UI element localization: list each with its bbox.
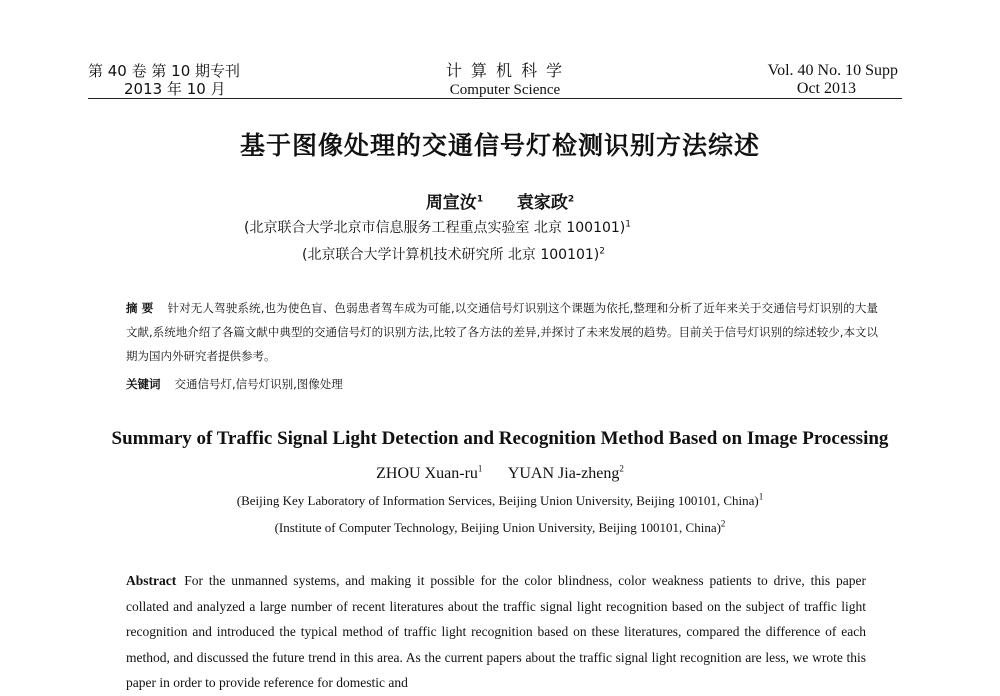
author-2-cn-sup: 2	[567, 194, 575, 205]
abstract-cn-label: 摘 要	[126, 301, 154, 315]
paper-title-cn: 基于图像处理的交通信号灯检测识别方法综述	[239, 131, 760, 160]
affiliation-2-en	[0, 520, 1000, 536]
author-2-en: YUAN Jia-zheng	[507, 465, 620, 482]
abstract-cn-text: 针对无人驾驶系统,也为使色盲、色弱患者驾车成为可能,以交通信号灯识别这个课题为依托,整理和分析了近年来关于交通信号灯识别的大量文献,系统地介绍了各篇文献中典型的交通信号灯的识别方法,比较了各方法的差异,并探讨了未来发展的趋势。目前关于信号灯识别的综述较少,本文以期为国内外研究者提供参考。	[126, 301, 878, 363]
affiliation-1-cn-sup: 1	[625, 219, 632, 230]
journal-date-cn: 2013 年 10 月	[124, 80, 226, 98]
abstract-en-text: For the unmanned systems, and making it possible for the color blindness, color weakness patients to drive, this paper collated and analyzed a large number of recent literatures about the traffic signal light recognition based on the subject of traffic light recognition and introduced the typical method of traffic light recognition based on these literatures, compared the difference of each method, and discussed the future trend in this area. As the current papers about the traffic signal light recognition are less, we wrote this paper in order to provide reference for domestic and	[126, 573, 866, 690]
journal-name-cn: 计 算 机 科 学	[445, 61, 565, 80]
abstract-en	[126, 568, 866, 696]
affiliation-1-cn-text: (北京联合大学北京市信息服务工程重点实验室 北京 100101)	[244, 220, 626, 236]
affiliation-2-en-sup: 2	[720, 518, 726, 529]
affiliation-2-cn-sup: 2	[599, 246, 606, 257]
abstract-cn	[126, 296, 878, 368]
author-2-cn: 袁家政	[516, 193, 568, 213]
affiliation-1-en-sup: 1	[758, 491, 764, 502]
affiliation-1-en-text: (Beijing Key Laboratory of Information Services, Beijing Union University, Beijing 100101, China)	[236, 493, 759, 508]
affiliation-1-cn	[244, 217, 631, 237]
authors-en	[0, 465, 1000, 483]
keywords-cn-label: 关键词	[126, 377, 161, 391]
author-1-en-sup: 1	[477, 463, 483, 474]
journal-volume-en: Vol. 40 No. 10 Supp	[767, 62, 898, 79]
journal-volume-cn: 第 40 卷 第 10 期专刊	[88, 62, 241, 80]
affiliation-2-cn	[302, 244, 605, 264]
journal-date-en: Oct 2013	[796, 80, 856, 97]
header-rule	[88, 98, 902, 99]
author-1-cn: 周宣汝	[425, 193, 477, 213]
abstract-en-label: Abstract	[126, 573, 177, 588]
affiliation-2-cn-text: (北京联合大学计算机技术研究所 北京 100101)	[302, 247, 600, 263]
keywords-cn-text: 交通信号灯,信号灯识别,图像处理	[174, 377, 343, 391]
author-1-cn-sup: 1	[476, 194, 484, 205]
paper-title-en: Summary of Traffic Signal Light Detection and Recognition Method Based on Image Processing	[111, 428, 889, 449]
affiliation-1-en	[0, 493, 1000, 509]
author-1-en: ZHOU Xuan-ru	[376, 465, 478, 482]
affiliation-2-en-text: (Institute of Computer Technology, Beijing Union University, Beijing 100101, China)	[274, 520, 721, 535]
keywords-cn	[126, 376, 343, 392]
journal-name-en: Computer Science	[449, 82, 561, 98]
author-2-en-sup: 2	[619, 463, 624, 474]
authors-cn	[0, 188, 1000, 213]
